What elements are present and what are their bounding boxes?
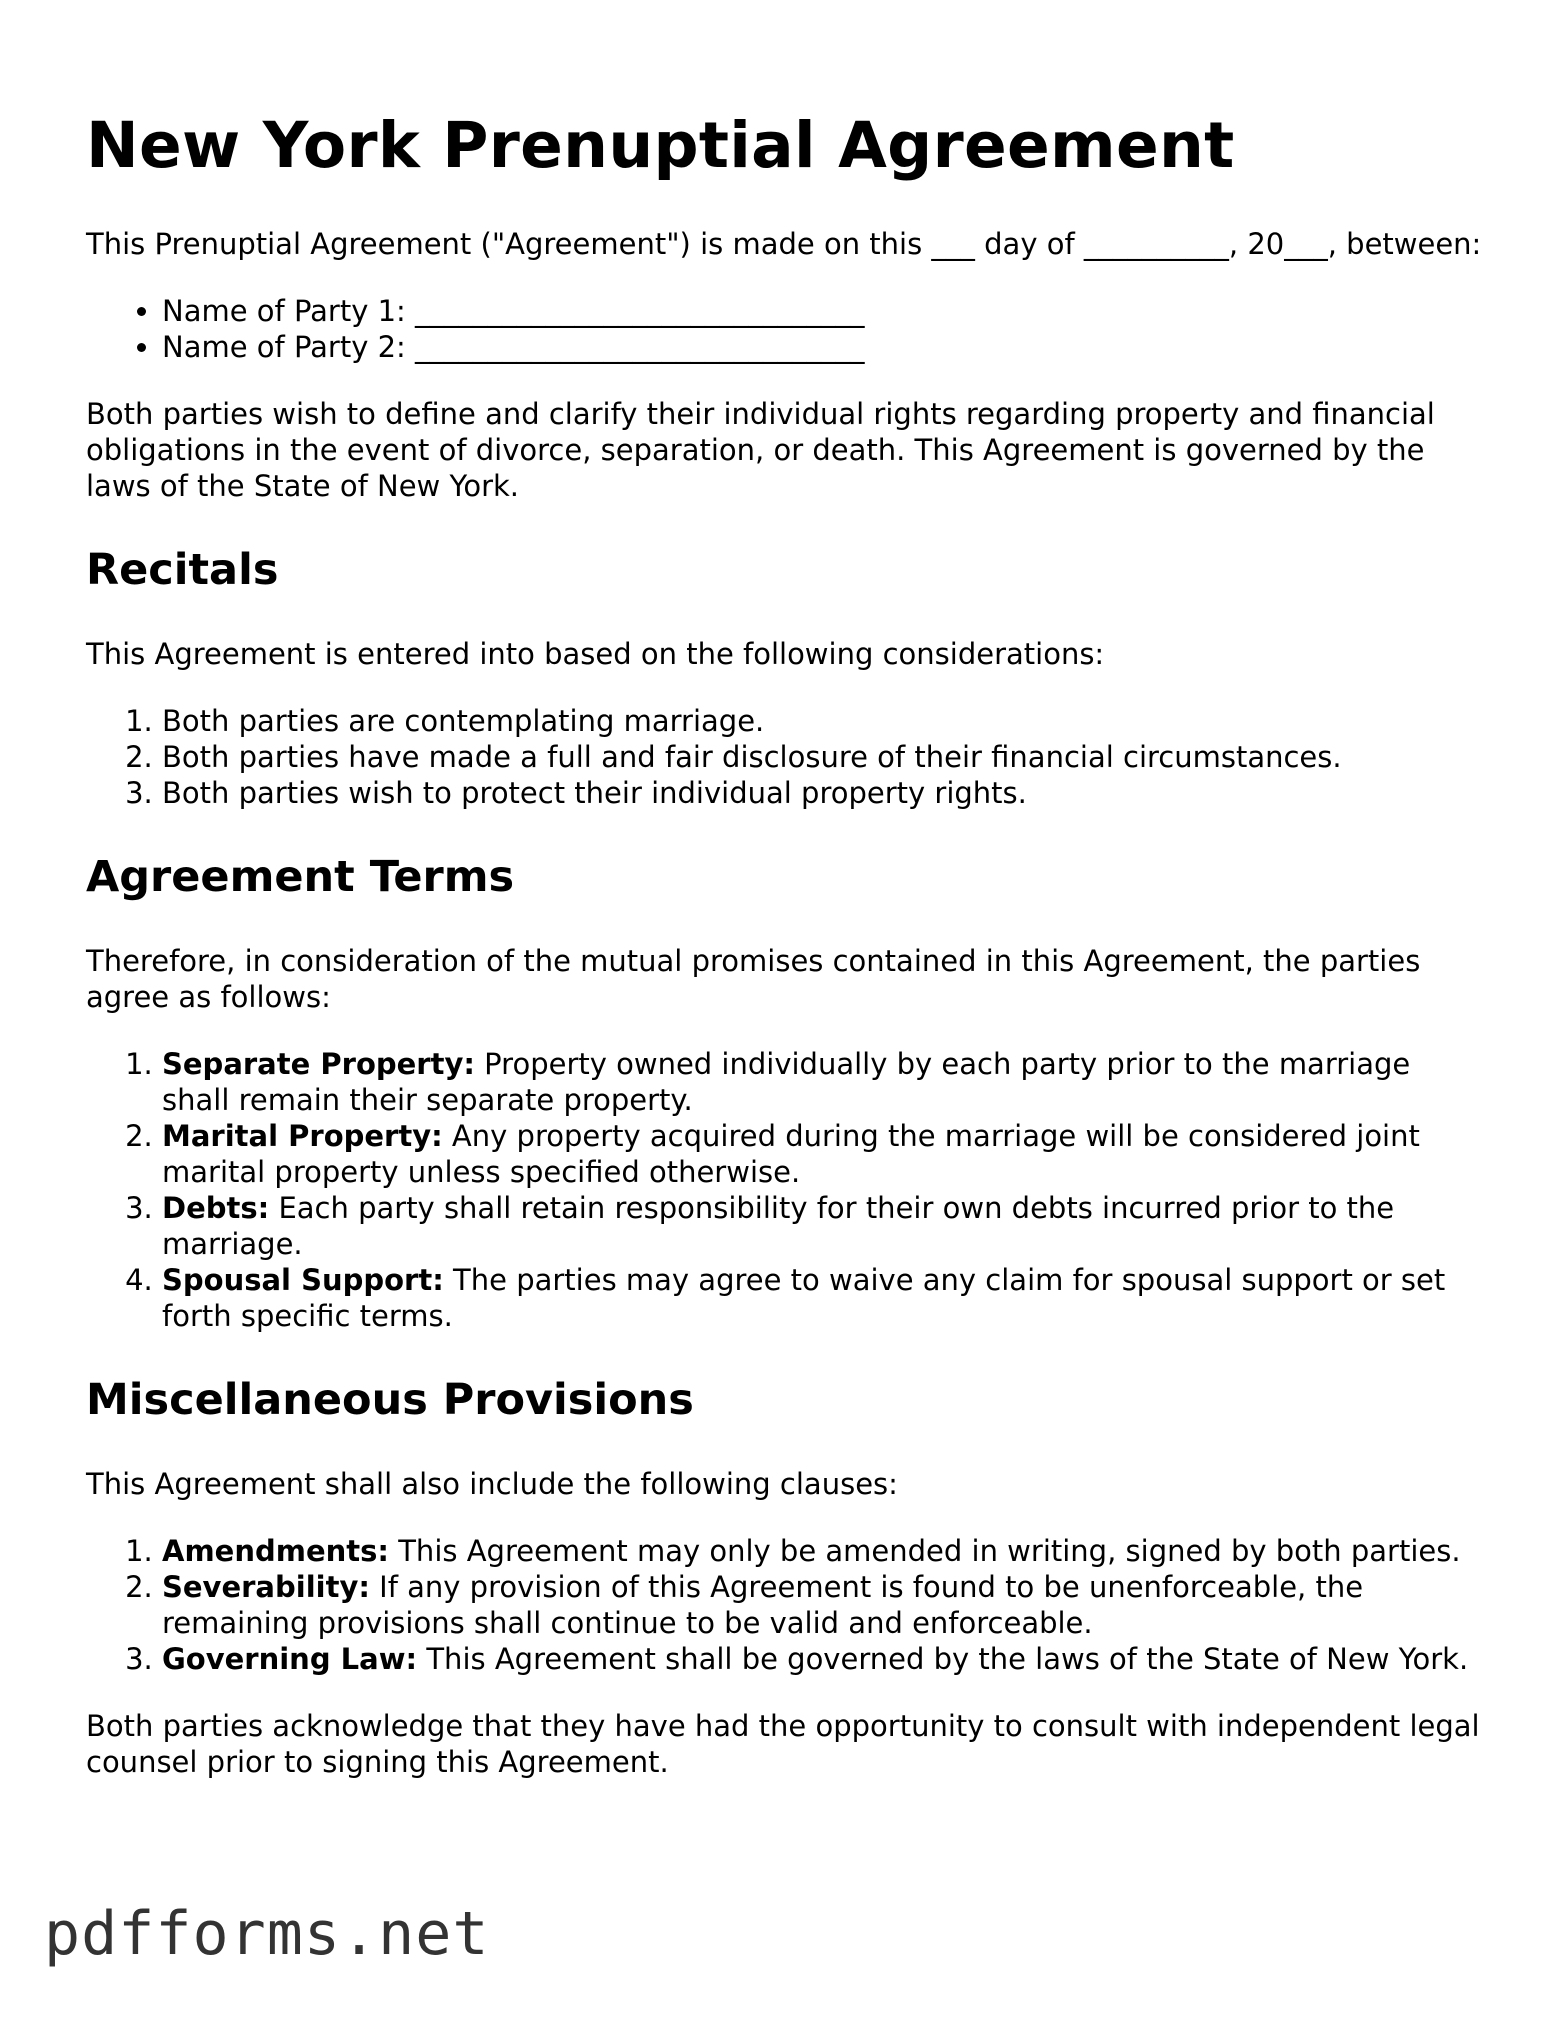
term-text: The parties may agree to waive any claim for spousal support or set forth specific terms. — [162, 1263, 1446, 1333]
term-item-debts — [162, 1190, 1486, 1262]
miscellaneous-list — [86, 1533, 1486, 1677]
watermark: pdfforms.net — [44, 1899, 490, 1969]
clause-label: Governing Law: — [162, 1642, 418, 1676]
document-page — [86, 108, 1486, 1780]
term-label: Spousal Support: — [162, 1263, 444, 1297]
closing-paragraph: Both parties acknowledge that they have had the opportunity to consult with independent legal counsel prior to signing this Agreement. — [86, 1709, 1480, 1779]
clause-text: This Agreement may only be amended in writing, signed by both parties. — [389, 1534, 1461, 1568]
party-2-line: • Name of Party 2: _______________________________ — [162, 329, 1486, 365]
clause-label: Severability: — [162, 1570, 370, 1604]
recitals-list — [86, 703, 1486, 811]
purpose-paragraph: Both parties wish to define and clarify their individual rights regarding property and financial obligations in the event of divorce, separation, or death. This Agreement is governed by the laws of the State of New York. — [86, 397, 1435, 503]
term-text: Any property acquired during the marriage will be considered joint marital property unless specified otherwise. — [162, 1119, 1420, 1189]
miscellaneous-lead: This Agreement shall also include the following clauses: — [86, 1467, 898, 1501]
term-label: Debts: — [162, 1191, 270, 1225]
recital-item: 2. Both parties have made a full and fair disclosure of their financial circumstances. — [162, 739, 1486, 775]
clause-text: If any provision of this Agreement is found to be unenforceable, the remaining provisions shall continue to be valid and enforceable. — [162, 1570, 1364, 1640]
term-text: Property owned individually by each party prior to the marriage shall remain their separate property. — [162, 1047, 1411, 1117]
agreement-terms-heading: Agreement Terms — [86, 852, 515, 902]
parties-list — [86, 293, 1486, 365]
intro-paragraph: This Prenuptial Agreement ("Agreement") is made on this ___ day of __________, 20___, between: — [86, 227, 1482, 261]
clause-text: This Agreement shall be governed by the laws of the State of New York. — [417, 1642, 1469, 1676]
term-text: Each party shall retain responsibility for their own debts incurred prior to the marriage. — [162, 1191, 1395, 1261]
clause-item-amendments — [162, 1533, 1486, 1569]
recitals-lead: This Agreement is entered into based on the following considerations: — [86, 637, 1105, 671]
term-item-separate-property — [162, 1046, 1486, 1118]
document-title: New York Prenuptial Agreement — [86, 109, 1235, 182]
recital-item: 3. Both parties wish to protect their individual property rights. — [162, 775, 1486, 811]
recital-item: 1. Both parties are contemplating marriage. — [162, 703, 1486, 739]
term-label: Separate Property: — [162, 1047, 475, 1081]
agreement-terms-lead: Therefore, in consideration of the mutual promises contained in this Agreement, the parties agree as follows: — [86, 944, 1421, 1014]
miscellaneous-heading: Miscellaneous Provisions — [86, 1375, 694, 1425]
party-1-line: • Name of Party 1: _______________________________ — [162, 293, 1486, 329]
term-item-spousal-support — [162, 1262, 1486, 1334]
agreement-terms-list — [86, 1046, 1486, 1334]
term-item-marital-property — [162, 1118, 1486, 1190]
recitals-heading: Recitals — [86, 545, 279, 595]
clause-label: Amendments: — [162, 1534, 389, 1568]
term-label: Marital Property: — [162, 1119, 443, 1153]
clause-item-severability — [162, 1569, 1486, 1641]
clause-item-governing-law — [162, 1641, 1486, 1677]
